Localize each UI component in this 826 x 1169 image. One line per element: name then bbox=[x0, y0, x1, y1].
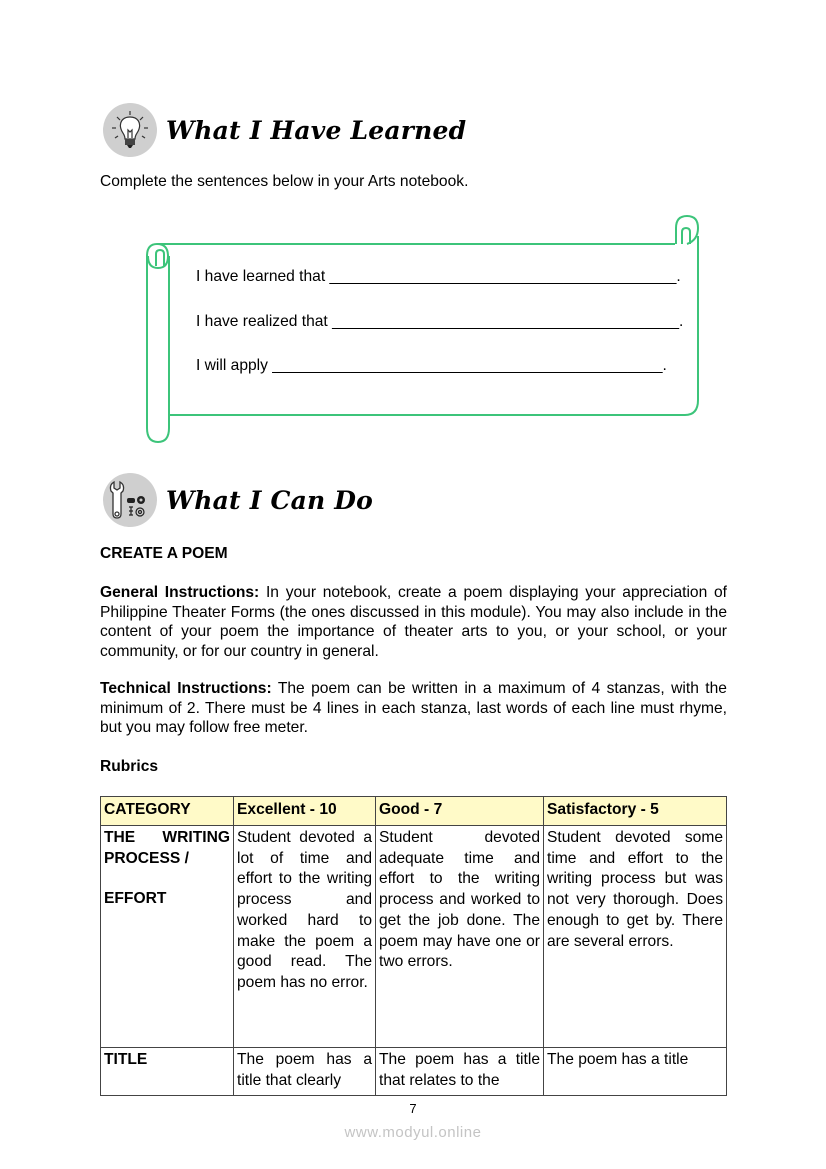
header-category: CATEGORY bbox=[101, 797, 234, 826]
technical-instructions-label: Technical Instructions: bbox=[100, 680, 272, 697]
sentence-1: I have learned that ________________________________________. bbox=[196, 268, 681, 285]
rubrics-label: Rubrics bbox=[100, 758, 159, 775]
blank-line[interactable]: ________________________________________. bbox=[332, 313, 684, 330]
satisfactory-cell: Student devoted some time and effort to the writing process but was not very thorough. Does enough to get by. There are several errors. bbox=[544, 826, 727, 1048]
activity-title: CREATE A POEM bbox=[100, 545, 228, 562]
section-header-what-i-have-learned bbox=[103, 103, 466, 157]
rubric-table bbox=[100, 796, 727, 1096]
general-instructions-text: In your notebook, create a poem displaying your appreciation of Philippine Theater Forms (the ones discussed in this module). You may also include in the content of your poem the importance of theater arts to you, or your school, or your community, or for our country in general. bbox=[100, 584, 727, 660]
excellent-cell: The poem has a title that clearly bbox=[234, 1048, 376, 1096]
table-header-row bbox=[101, 797, 727, 826]
header-satisfactory: Satisfactory - 5 bbox=[544, 797, 727, 826]
instruction-text: Complete the sentences below in your Arts notebook. bbox=[100, 173, 469, 190]
good-cell: The poem has a title that relates to the bbox=[376, 1048, 544, 1096]
section-title: What I Can Do bbox=[166, 485, 374, 515]
page-number: 7 bbox=[409, 1101, 417, 1116]
header-excellent: Excellent - 10 bbox=[234, 797, 376, 826]
blank-line[interactable]: _____________________________________________. bbox=[272, 357, 667, 374]
blank-line[interactable]: ________________________________________. bbox=[329, 268, 681, 285]
header-good: Good - 7 bbox=[376, 797, 544, 826]
category-cell: TITLE bbox=[101, 1048, 234, 1096]
technical-instructions bbox=[100, 679, 727, 738]
technical-instructions-text: The poem can be written in a maximum of 4 stanzas, with the minimum of 2. There must be 4 lines in each stanza, last words of each line must rhyme, but you may follow free meter. bbox=[100, 680, 727, 736]
section-header-what-i-can-do bbox=[103, 473, 373, 527]
section-title: What I Have Learned bbox=[166, 115, 467, 145]
category-cell: THE WRITING PROCESS / EFFORT bbox=[101, 826, 234, 1048]
excellent-cell: Student devoted a lot of time and effort to the writing process and worked hard to make the poem a good read. The poem has no error. bbox=[234, 826, 376, 1048]
wrench-tools-icon bbox=[103, 473, 157, 527]
table-row bbox=[101, 1048, 727, 1096]
satisfactory-cell: The poem has a title bbox=[544, 1048, 727, 1096]
watermark: www.modyul.online bbox=[344, 1124, 482, 1141]
lightbulb-icon bbox=[103, 103, 157, 157]
general-instructions-label: General Instructions: bbox=[100, 584, 260, 601]
table-row bbox=[101, 826, 727, 1048]
general-instructions bbox=[100, 583, 727, 661]
sentence-3: I will apply _____________________________________________. bbox=[196, 357, 667, 374]
good-cell: Student devoted adequate time and effort to the writing process and worked to get the job done. The poem may have one or two errors. bbox=[376, 826, 544, 1048]
sentence-2: I have realized that ________________________________________. bbox=[196, 313, 684, 330]
